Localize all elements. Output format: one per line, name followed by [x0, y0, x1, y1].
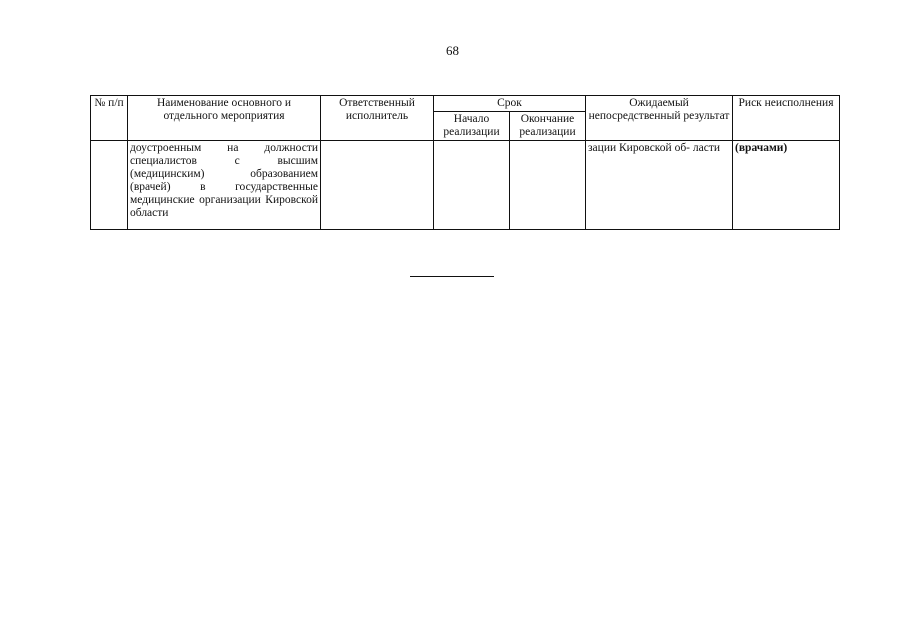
header-name: Наименование основного и отдельного мероприятия — [128, 96, 321, 141]
header-num: № п/п — [91, 96, 128, 141]
end-divider-line — [410, 276, 494, 277]
header-responsible: Ответственный исполнитель — [321, 96, 434, 141]
cell-end — [510, 141, 586, 230]
header-result: Ожидаемый непосредственный результат — [586, 96, 733, 141]
page-number: 68 — [446, 43, 459, 58]
header-term: Срок — [434, 96, 586, 112]
measures-table — [90, 95, 840, 230]
cell-start — [434, 141, 510, 230]
header-end: Окончание реализации — [510, 112, 586, 141]
cell-name: доустроенным на должности специалистов с высшим (медицинским) образованием (врачей) в государственные медицинские организации Кировской области — [128, 141, 321, 230]
header-risk: Риск неисполнения — [733, 96, 840, 141]
table-row — [91, 141, 840, 230]
cell-responsible — [321, 141, 434, 230]
cell-risk: (врачами) — [733, 141, 840, 230]
header-start: Начало реализации — [434, 112, 510, 141]
table-body — [91, 141, 840, 230]
header-row — [91, 96, 840, 112]
table-header — [91, 96, 840, 141]
cell-result: зации Кировской об- ласти — [586, 141, 733, 230]
cell-num — [91, 141, 128, 230]
